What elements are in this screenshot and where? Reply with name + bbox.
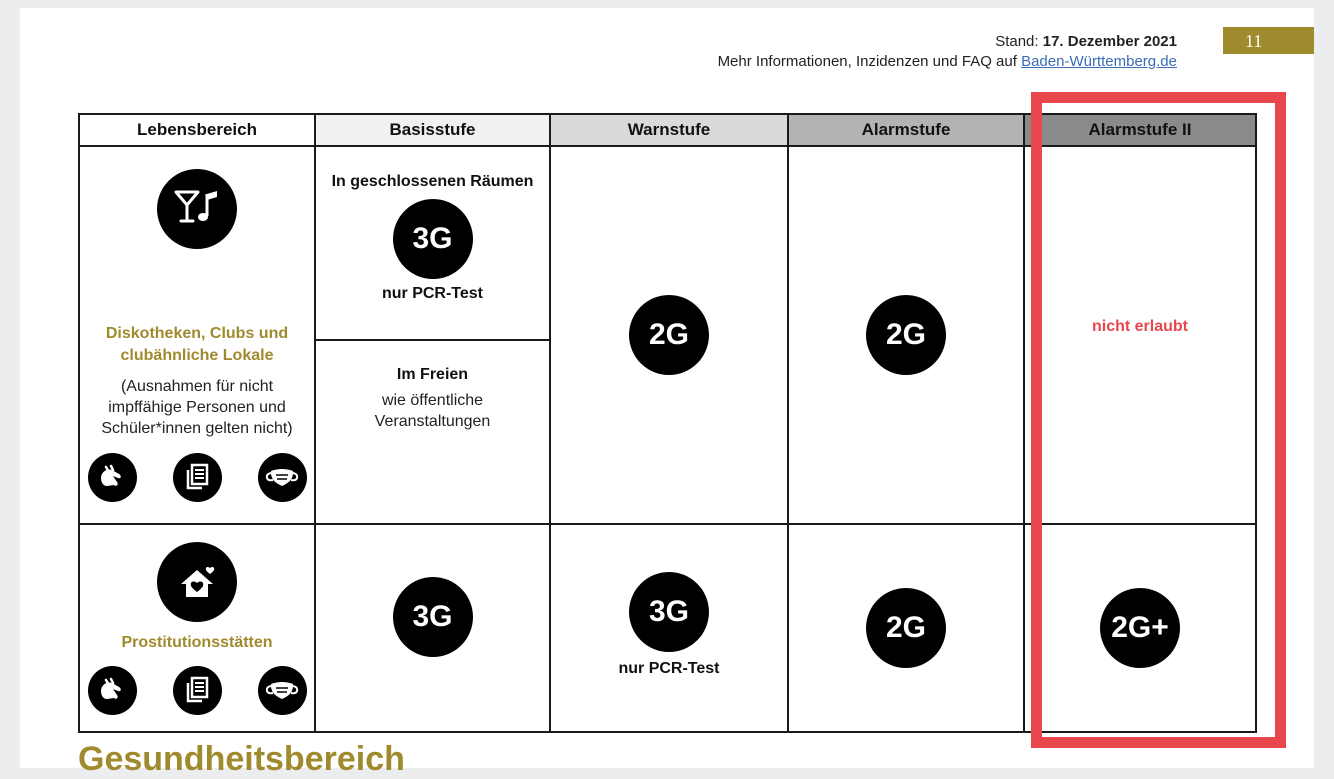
pcr-note: nur PCR-Test xyxy=(381,285,484,302)
alarm2-cell-diskotheken xyxy=(1024,146,1256,524)
col-header-alarmstufe-2: Alarmstufe II xyxy=(1024,114,1256,146)
category-title: Prostitutionsstätten xyxy=(121,633,273,651)
document-list-icon xyxy=(173,666,222,715)
table-row xyxy=(79,146,1256,340)
page-number: 11 xyxy=(1223,27,1314,54)
hand-wash-icon xyxy=(88,453,137,502)
basis-outdoor-label: Im Freien xyxy=(396,366,469,383)
badge-2g: 2G xyxy=(866,295,946,375)
badge-2g: 2G xyxy=(866,588,946,668)
badge-3g: 3G xyxy=(393,199,473,279)
col-header-basisstufe: Basisstufe xyxy=(315,114,550,146)
col-header-warnstufe: Warnstufe xyxy=(550,114,788,146)
partial-heading: Gesundheitsbereich xyxy=(78,740,405,778)
info-link[interactable]: Baden-Württemberg.de xyxy=(1021,53,1177,70)
badge-2g: 2G xyxy=(629,295,709,375)
face-mask-icon xyxy=(258,453,307,502)
basis-indoor-cell xyxy=(315,146,550,340)
badge-2g-plus: 2G+ xyxy=(1100,588,1180,668)
category-title: Diskotheken, Clubs und clubähnliche Lokale xyxy=(105,324,289,364)
category-note: (Ausnahmen für nicht impffähige Personen und Schüler*innen gelten nicht) xyxy=(101,377,293,437)
not-allowed-text: nicht erlaubt xyxy=(1091,318,1188,335)
house-heart-icon xyxy=(157,542,237,622)
basis-cell-prostitution xyxy=(315,524,550,732)
header-info xyxy=(718,32,1177,72)
alarm-cell-prostitution xyxy=(788,524,1024,732)
hygiene-icons xyxy=(80,453,314,502)
basis-indoor-label: In geschlossenen Räumen xyxy=(331,173,534,190)
category-cell-diskotheken xyxy=(79,146,315,524)
col-header-lebensbereich: Lebensbereich xyxy=(79,114,315,146)
warn-cell-prostitution xyxy=(550,524,788,732)
header-row xyxy=(79,114,1256,146)
cocktail-music-icon xyxy=(157,169,237,249)
col-header-alarmstufe: Alarmstufe xyxy=(788,114,1024,146)
info-text: Mehr Informationen, Inzidenzen und FAQ auf xyxy=(717,53,1017,70)
stand-date: 17. Dezember 2021 xyxy=(1042,33,1177,50)
stand-label: Stand: xyxy=(995,33,1039,50)
category-cell-prostitution xyxy=(79,524,315,732)
badge-3g: 3G xyxy=(629,572,709,652)
alarm-cell-diskotheken xyxy=(788,146,1024,524)
badge-3g: 3G xyxy=(393,577,473,657)
pcr-note: nur PCR-Test xyxy=(618,660,720,677)
document-list-icon xyxy=(173,453,222,502)
face-mask-icon xyxy=(258,666,307,715)
basis-outdoor-cell xyxy=(315,340,550,524)
rules-table xyxy=(78,113,1257,733)
basis-outdoor-sub: wie öffentliche Veranstaltungen xyxy=(374,392,491,430)
table-row xyxy=(79,524,1256,732)
alarm2-cell-prostitution xyxy=(1024,524,1256,732)
hand-wash-icon xyxy=(88,666,137,715)
warn-cell-diskotheken xyxy=(550,146,788,524)
hygiene-icons xyxy=(80,666,314,715)
